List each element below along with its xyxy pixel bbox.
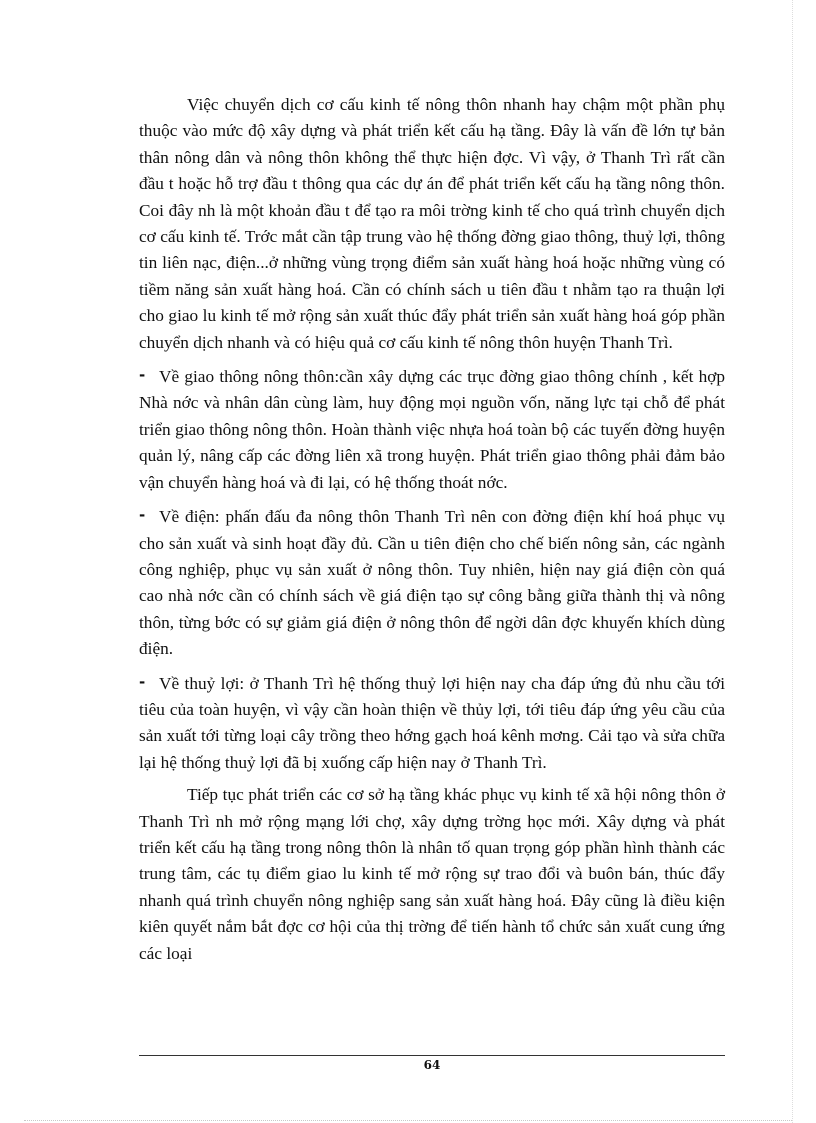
bullet-dash: -: [139, 366, 146, 385]
paragraph-infrastructure: Tiếp tục phát triển các cơ sở hạ tầng khác phục vụ kinh tế xã hội nông thôn ở Thanh Trì nh mở rộng mạng lới chợ, xây dựng trờng học mới. Xây dựng và phát triển kết cấu hạ tầng trong nông thôn là nhân tố quan trọng góp phần hình thành các trung tâm, các tụ điểm giao lu kinh tế mở rộng sự trao đổi và buôn bán, thúc đẩy nhanh quá trình chuyển nông nghiệp sang sản xuất hàng hoá. Đây cũng là điều kiện kiên quyết nắm bắt đợc cơ hội của thị trờng để tiến hành tổ chức sản xuất cung ứng các loại: [139, 785, 725, 963]
bullet-text: Về giao thông nông thôn:cần xây dựng các trục đờng giao thông chính , kết hợp Nhà nớc và nhân dân cùng làm, huy động mọi nguồn vốn, năng lực tại chỗ để phát triển giao thông nông thôn. Hoàn thành việc nhựa hoá toàn bộ các tuyến đờng huyện quản lý, nâng cấp các đờng liên xã trong huyện. Phát triển giao thông phải đảm bảo vận chuyển hàng hoá và đi lại, có hệ thống thoát nớc.: [139, 367, 725, 492]
page-number: 64: [423, 1058, 441, 1072]
bullet-dash: -: [139, 672, 146, 691]
paragraph-intro: Việc chuyển dịch cơ cấu kinh tế nông thôn nhanh hay chậm một phần phụ thuộc vào mức độ xây dựng và phát triển kết cấu hạ tầng. Đây là vấn đề lớn tự bản thân nông dân và nông thôn không thể thực hiện đợc. Vì vậy, ở Thanh Trì rất cần đầu t hoặc hỗ trợ đầu t thông qua các dự án để phát triển kết cấu hạ tầng nông thôn. Coi đây nh là một khoản đầu t để tạo ra môi trờng kinh tế cho quá trình chuyển dịch cơ cấu kinh tế. Trớc mắt cần tập trung vào hệ thống đờng giao thông, thuỷ lợi, thông tin liên nạc, điện...ở những vùng trọng điểm sản xuất hàng hoá hoặc những vùng có tiềm năng sản xuất hàng hoá. Cần có chính sách u tiên đầu t nhằm tạo ra thuận lợi cho giao lu kinh tế mở rộng sản xuất thúc đẩy phát triển sản xuất hàng hoá góp phần chuyển dịch nhanh và có hiệu quả cơ cấu kinh tế nông thôn huyện Thanh Trì.: [139, 95, 725, 352]
document-body: [139, 92, 725, 973]
footer-divider: [139, 1055, 725, 1056]
bullet-item-transport: [139, 362, 725, 496]
page-bottom-edge: [24, 1120, 792, 1121]
bullet-item-electricity: [139, 502, 725, 662]
bullet-text: Về thuỷ lợi: ở Thanh Trì hệ thống thuỷ lợi hiện nay cha đáp ứng đủ nhu cầu tới tiêu của toàn huyện, vì vậy cần hoàn thiện về thủy lợi, tới tiêu đáp ứng yêu cầu của sản xuất tới từng loại cây trồng theo hớng gạch hoá kênh mơng. Cải tạo và sửa chữa lại hệ thống thuỷ lợi đã bị xuống cấp hiện nay ở Thanh Trì.: [139, 673, 725, 772]
bullet-item-irrigation: [139, 669, 725, 777]
page-right-edge: [792, 0, 793, 1123]
bullet-dash: -: [139, 506, 146, 525]
bullet-text: Về điện: phấn đấu đa nông thôn Thanh Trì nên con đờng điện khí hoá phục vụ cho sản xuất và sinh hoạt đầy đủ. Cần u tiên điện cho chế biến nông sản, các ngành công nghiệp, phục vụ sản xuất ở nông thôn. Tuy nhiên, hiện nay giá điện còn quá cao nhà nớc cần có chính sách về giá điện tạo sự công bằng giữa thành thị và nông thôn, từng bớc có sự giảm giá điện ở nông thôn để ngời dân đợc khuyến khích dùng điện.: [139, 507, 725, 659]
